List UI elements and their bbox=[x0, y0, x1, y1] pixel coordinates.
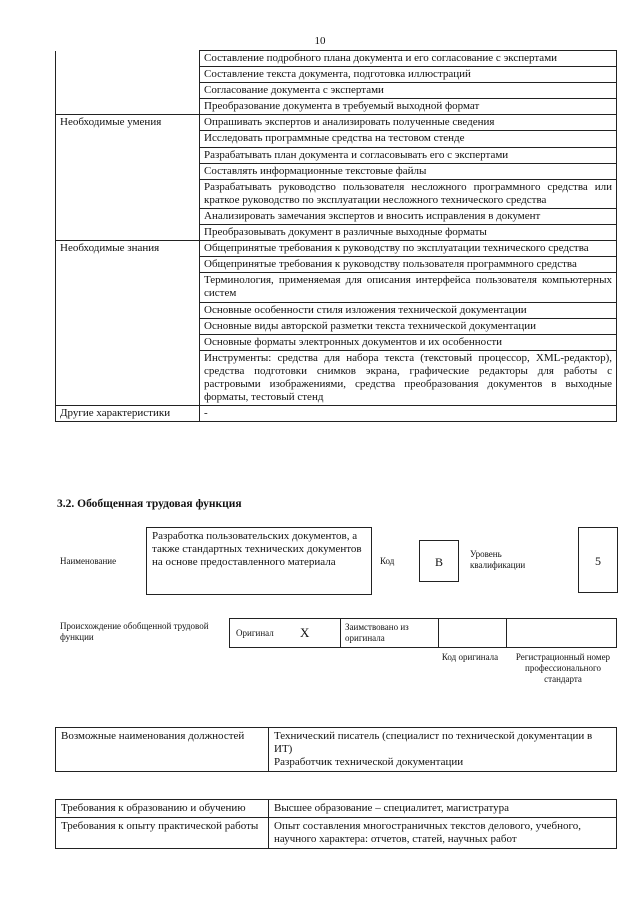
table-row: Основные виды авторской разметки текста технической документации bbox=[200, 318, 617, 334]
table-row: Общепринятые требования к руководству по эксплуатации технического средства bbox=[200, 241, 617, 257]
knowledge-label: Необходимые знания bbox=[56, 241, 200, 406]
position-item: Технический писатель (специалист по технической документации в ИТ) bbox=[274, 730, 593, 755]
other-value: - bbox=[200, 406, 617, 422]
page-number: 10 bbox=[314, 35, 326, 47]
position-item: Разработчик технической документации bbox=[274, 756, 464, 768]
code-original-label: Код оригинала bbox=[441, 652, 499, 662]
level-value: 5 bbox=[578, 527, 618, 593]
table-row: Опрашивать экспертов и анализировать полученные сведения bbox=[200, 115, 617, 131]
positions-label: Возможные наименования должностей bbox=[56, 728, 269, 772]
table-row: Основные форматы электронных документов и их особенности bbox=[200, 334, 617, 350]
borrowed-label: Заимствовано из оригинала bbox=[345, 622, 409, 643]
education-label: Требования к образованию и обучению bbox=[56, 800, 269, 818]
table-row: Основные особенности стиля изложения технической документации bbox=[200, 302, 617, 318]
education-value: Высшее образование – специалитет, магистратура bbox=[269, 800, 617, 818]
table-row: Составлять информационные текстовые файлы bbox=[200, 163, 617, 179]
other-label: Другие характеристики bbox=[56, 406, 200, 422]
name-label: Наименование bbox=[60, 556, 117, 566]
reg-number-label: Регистрационный номер профессионального стандарта bbox=[515, 652, 611, 684]
origin-label: Происхождение обобщенной трудовой функции bbox=[60, 621, 209, 642]
skills-table bbox=[55, 50, 617, 422]
table-row: Терминология, применяемая для описания интерфейса пользователя компьютерных систем bbox=[200, 273, 617, 302]
table-row: Преобразование документа в требуемый выходной формат bbox=[200, 99, 617, 115]
table-row: Составление подробного плана документа и его согласование с экспертами bbox=[200, 51, 617, 67]
table-row: Общепринятые требования к руководству пользователя программного средства bbox=[200, 257, 617, 273]
table-row: Инструменты: средства для набора текста (текстовый процессор, XML-редактор), средства подготовки снимков экрана, графические редакторы для работы с растровыми изображениями, средства преобразования документов в выходные форматы, тестовый стенд bbox=[200, 350, 617, 405]
code-value: B bbox=[419, 540, 459, 582]
table-row: Преобразовывать документ в различные выходные форматы bbox=[200, 225, 617, 241]
skills-label: Необходимые умения bbox=[56, 115, 200, 241]
table-row: Разрабатывать план документа и согласовывать его с экспертами bbox=[200, 147, 617, 163]
origin-table bbox=[229, 618, 617, 648]
code-label: Код bbox=[380, 556, 395, 566]
name-value: Разработка пользовательских документов, а также стандартных технических документов на основе предоставленного материала bbox=[146, 527, 372, 595]
table-row: Разрабатывать руководство пользователя несложного программного средства или краткое руководство по эксплуатации несложного технического средства bbox=[200, 179, 617, 208]
table-row: Исследовать программные средства на тестовом стенде bbox=[200, 131, 617, 147]
positions-table bbox=[55, 727, 617, 772]
requirements-table bbox=[55, 799, 617, 849]
table-row: Анализировать замечания экспертов и вносить исправления в документ bbox=[200, 208, 617, 224]
table-row: Составление текста документа, подготовка иллюстраций bbox=[200, 67, 617, 83]
experience-label: Требования к опыту практической работы bbox=[56, 818, 269, 849]
level-label: Уровень квалификации bbox=[470, 549, 526, 570]
section-heading: 3.2. Обобщенная трудовая функция bbox=[57, 498, 242, 510]
table-row: Согласование документа с экспертами bbox=[200, 83, 617, 99]
original-label: Оригинал bbox=[236, 628, 274, 638]
experience-value: Опыт составления многостраничных текстов делового, учебного, научного характера: отчетов, статей, научных работ bbox=[269, 818, 617, 849]
original-mark: X bbox=[300, 625, 310, 640]
